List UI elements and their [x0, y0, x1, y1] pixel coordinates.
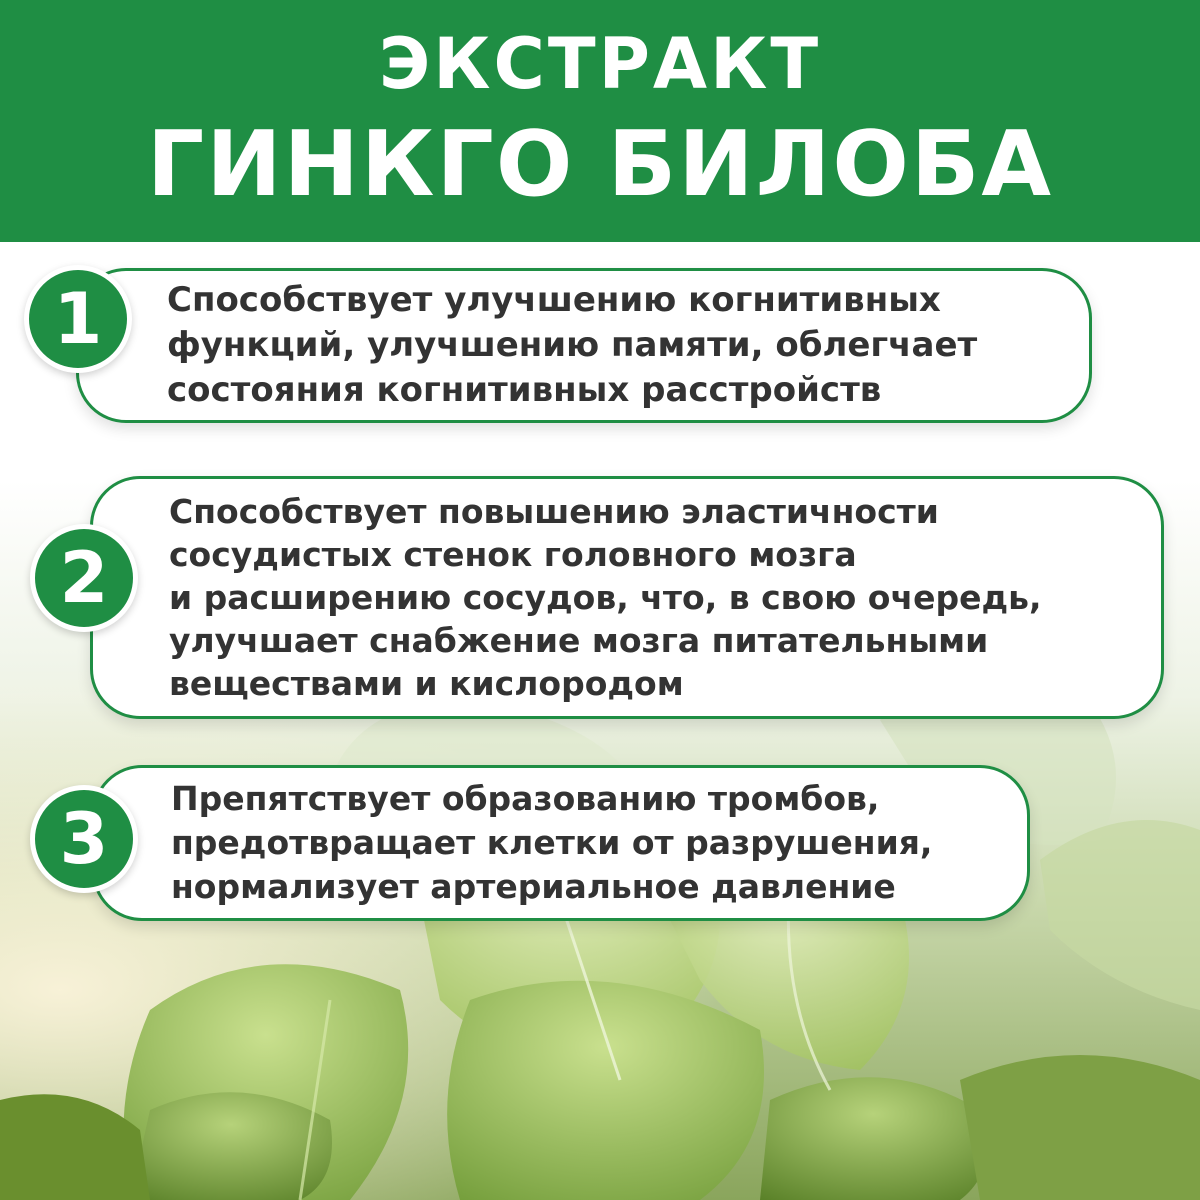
title-banner — [0, 0, 1200, 242]
benefit-card-2 — [90, 476, 1164, 719]
title-line-ginkgo-biloba: ГИНКГО БИЛОБА — [146, 112, 1054, 217]
benefit-3-line: предотвращает клетки от разрушения, — [171, 823, 933, 862]
benefit-1-line: Способствует улучшению когнитивных — [167, 280, 941, 320]
number-badge-1: 1 — [24, 265, 132, 373]
benefit-text-3 — [171, 777, 932, 909]
benefit-text-2 — [169, 490, 1042, 705]
benefit-2-line: улучшает снабжение мозга питательными — [169, 621, 989, 660]
title-line-extract: ЭКСТРАКТ — [378, 23, 822, 105]
benefit-2-line: веществами и кислородом — [169, 664, 684, 703]
benefit-2-line: сосудистых стенок головного мозга — [169, 535, 857, 574]
number-badge-2: 2 — [30, 524, 138, 632]
number-badge-3: 3 — [30, 785, 138, 893]
benefit-3-line: нормализует артериальное давление — [171, 867, 896, 906]
benefit-card-3 — [92, 765, 1030, 921]
benefit-2-line: и расширению сосудов, что, в свою очередь, — [169, 578, 1042, 617]
benefit-text-1 — [167, 278, 977, 413]
benefit-1-line: функций, улучшению памяти, облегчает — [167, 325, 978, 365]
benefit-1-line: состояния когнитивных расстройств — [167, 370, 882, 410]
benefit-3-line: Препятствует образованию тромбов, — [171, 779, 880, 818]
benefit-2-line: Способствует повышению эластичности — [169, 492, 939, 531]
benefit-card-1 — [76, 268, 1092, 423]
